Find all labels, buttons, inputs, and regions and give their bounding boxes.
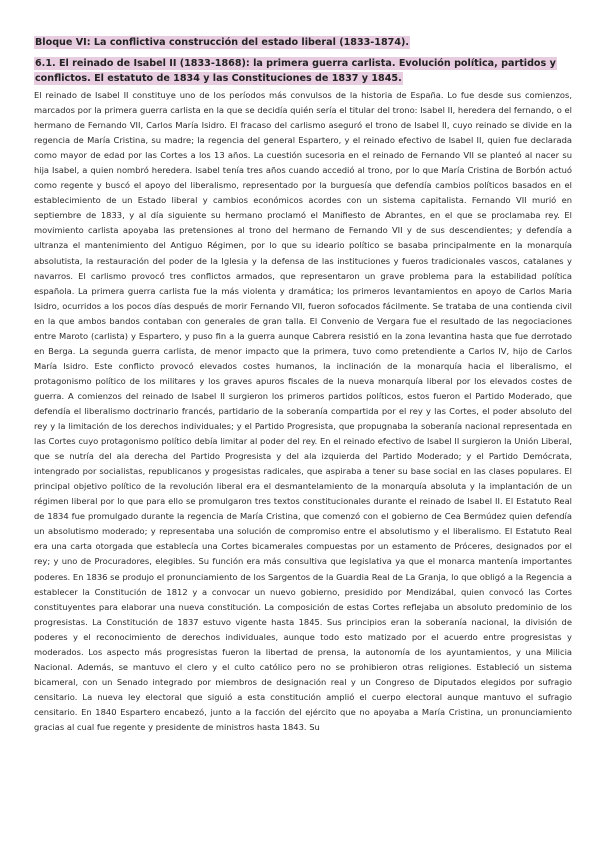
section-title (34, 56, 572, 86)
section-title-text: 6.1. El reinado de Isabel II (1833-1868): la primera guerra carlista. Evolución política, partidos y conflictos. El estatuto de 1834 y las Constituciones de 1837 y 1845. (35, 58, 556, 84)
block-title-text: Bloque VI: La conflictiva construcción del estado liberal (1833-1874). (35, 37, 410, 48)
block-title (34, 36, 572, 50)
body-paragraph: El reinado de Isabel II constituye uno de los períodos más convulsos de la historia de España. Lo fue desde sus comienzos, marcados por la primera guerra carlista en la que se decidía quién sería el titular del trono: Isabel II, heredera del fernando, o el hermano de Fernando VII, Carlos María Isidro. El fracaso del carlismo aseguró el trono de Isabel II, cuyo reinado se divide en la regencia de María Cristina, su madre; la regencia del general Espartero, y el reinado efectivo de Isabel II, quien fue declarada como mayor de edad por las Cortes a los 13 años. La cuestión sucesoria en el reinado de Fernando VII se planteó al nacer su hija Isabel, a quien nombró heredera. Isabel tenía tres años cuando accedió al trono, por lo que María Cristina de Borbón actuó como regente y buscó el apoyo del liberalismo, representado por la burguesía que defendía cambios políticos basados en el establecimiento de un Estado liberal y cambios económicos acordes con un sistema capitalista. Fernando VII murió en septiembre de 1833, y al día siguiente su hermano proclamó el Manifiesto de Abrantes, en el que se proclamaba rey. El movimiento carlista apoyaba las pretensiones al trono del hermano de Fernando VII y de sus descendientes; y defendía a ultranza el mantenimiento del Antiguo Régimen, por lo que su ideario político se basaba principalmente en la monarquía absolutista, la restauración del poder de la Iglesia y la defensa de las instituciones y fueros tradicionales vascos, catalanes y navarros. El carlismo provocó tres conflictos armados, que representaron un grave problema para la estabilidad política española. La primera guerra carlista fue la más violenta y dramática; los primeros levantamientos en apoyo de Carlos Maria Isidro, ocurridos a los pocos días después de morir Fernando VII, fueron sofocados fácilmente. Se trataba de una contienda civil en la que ambos bandos contaban con generales de gran talla. El Convenio de Vergara fue el resultado de las negociaciones entre Maroto (carlista) y Espartero, y puso fin a la guerra aunque Cabrera resistió en la zona levantina hasta que fue derrotado en Berga. La segunda guerra carlista, de menor impacto que la primera, tuvo como pretendiente a Carlos IV, hijo de Carlos María Isidro. Este conflicto provocó elevados costes humanos, la inclinación de la monarquía hacia el liberalismo, el protagonismo político de los militares y los graves apuros fiscales de la nueva monarquía liberal por los elevados costes de guerra. A comienzos del reinado de Isabel II surgieron los primeros partidos políticos, estos fueron el Partido Moderado, que defendía el liberalismo doctrinario francés, partidario de la soberanía compartida por el rey y las Cortes, el poder absoluto del rey y la limitación de los derechos individuales; y el Partido Progresista, que propugnaba la soberanía nacional representada en las Cortes cuyo protagonismo político debía limitar al poder del rey. En el reinado efectivo de Isabel II surgieron la Unión Liberal, que se nutría del ala derecha del Partido Progresista y del ala izquierda del Partido Moderado; y el Partido Demócrata, intengrado por socialistas, republicanos y progesistas radicales, que aspiraba a tener su base social en las clases populares. El principal objetivo político de la revolución liberal era el desmantelamiento de la monarquía absoluta y la implantación de un régimen liberal por lo que para ello se promulgaron tres textos constitucionales durante el reinado de Isabel II. El Estatuto Real de 1834 fue promulgado durante la regencia de María Cristina, que comenzó con el gobierno de Cea Bermúdez quien defendía un absolutismo moderado; y representaba una solución de compromiso entre el absolutismo y el liberalismo. El Estatuto Real era una carta otorgada que establecía una Cortes bicamerales compuestas por un estamento de Próceres, designados por el rey; y uno de Procuradores, elegibles. Su función era más consultiva que legislativa ya que el monarca mantenía importantes poderes. En 1836 se produjo el pronunciamiento de los Sargentos de la Guardia Real de La Granja, lo que obligó a la Regencia a establecer la Constitución de 1812 y a convocar un nuevo gobierno, presidido por Mendizábal, quien convocó las Cortes constituyentes para elaborar una nueva constitución. La composición de estas Cortes reflejaba un absoluto predominio de los progresistas. La Constitución de 1837 estuvo vigente hasta 1845. Sus principios eran la soberanía nacional, la división de poderes y el reconocimiento de derechos individuales, aunque todo esto matizado por el acuerdo entre progresistas y moderados. Los aspecto más progresistas fueron la libertad de prensa, la autonomía de los ayuntamientos, y una Milicia Nacional. Además, se mantuvo el clero y el culto católico pero no se prohibieron otras religiones. Estableció un sistema bicameral, con un Senado integrado por miembros de designación real y un Congreso de Diputados elegidos por sufragio censitario. La nueva ley electoral que siguió a esta constitución amplió el cuerpo electoral aunque mantuvo el sufragio censitario. En 1840 Espartero encabezó, junto a la facción del ejército que no apoyaba a María Cristina, un pronunciamiento gracias al cual fue regente y presidente de ministros hasta 1843. Su (34, 90, 572, 732)
